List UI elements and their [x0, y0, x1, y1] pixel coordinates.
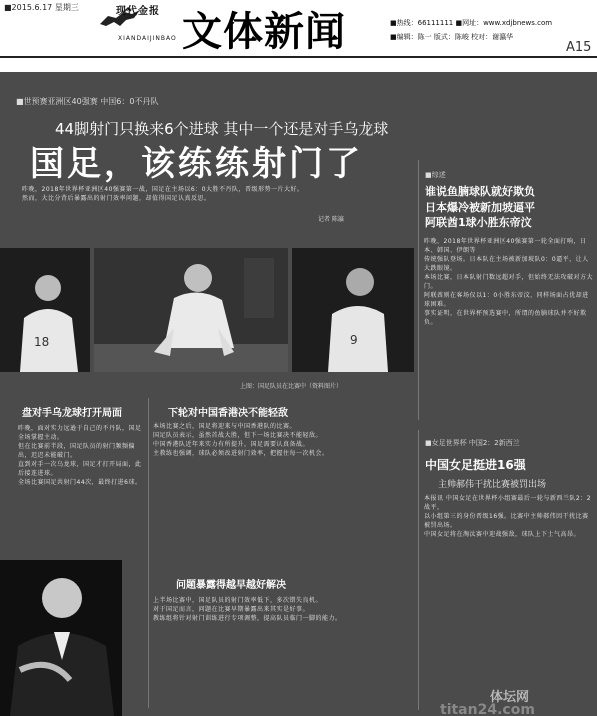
right-story-body — [424, 494, 594, 694]
watermark-text: 体坛网 — [490, 690, 530, 705]
body-line: 昨晚，面对实力远逊于自己的不丹队，国足全场掌握主动。 — [18, 425, 142, 441]
body-line: 中国女足将在淘汰赛中迎战强敌，球队上下士气高昂。 — [424, 531, 581, 538]
photo-caption: 上图：国足队员在比赛中（资料图片） — [240, 383, 343, 390]
player-photo-right — [292, 248, 414, 372]
body-line: 国足队员表示，虽然首战大胜，但下一场比赛决不能轻敌。 — [153, 432, 323, 439]
article-headline: 下轮对中国香港决不能轻敌 — [168, 408, 288, 419]
watermark-url: titan24.com — [440, 702, 535, 716]
body-line: 阿联酋则在客场仅以1：0小胜东帝汶，同样场面占优却进球困难。 — [424, 292, 589, 308]
svg-text:9: 9 — [350, 333, 358, 347]
body-line: 主教练也强调，球队必须改进射门效率，把握住每一次机会。 — [153, 450, 329, 457]
article-headline: 盘对手乌龙球打开局面 — [22, 408, 122, 419]
story-byline: 记者 陈瀛 — [318, 216, 344, 223]
article-body — [18, 424, 142, 580]
body-line: 中国香港队近年来实力有所提升，国足需要认真备战。 — [153, 441, 310, 448]
article-headline: 问题暴露得越早越好解决 — [176, 580, 286, 591]
story-headline: 国足，该练练射门了 — [30, 144, 363, 184]
lead-line: 昨晚，2018年世界杯亚洲区40强赛第一战，国足在主场以6：0大胜不丹队，晋级形势一片大好。 — [22, 186, 304, 193]
column-divider — [418, 430, 419, 710]
body-line: 对于国足而言，问题在比赛早期暴露出来其实是好事。 — [153, 606, 310, 613]
right-story-tag: ■女足世界杯 中国2：2新西兰 — [425, 439, 520, 447]
column-divider — [148, 398, 149, 708]
column-divider — [418, 160, 419, 420]
right-story-headline: 中国女足挺进16强 — [425, 458, 526, 472]
story-kicker: 44脚射门只换来6个进球 其中一个还是对手乌龙球 — [55, 120, 389, 138]
editor-info: ■编辑：陈一 版式：陈峻 校对：谢瀛华 — [390, 33, 514, 41]
section-title: 文体新闻 — [182, 8, 346, 55]
story-tag: ■世预赛亚洲区40强赛 中国6：0不丹队 — [16, 97, 159, 106]
body-line: 昨晚，2018年世界杯亚洲区40强赛第一轮全面打响，日本、韩国、伊朗等 — [424, 238, 587, 254]
page-number: A15 — [566, 40, 592, 55]
coach-photo — [0, 560, 122, 716]
right-story-subhead: 阿联酋1球小胜东帝汶 — [425, 216, 532, 229]
right-story-subhead: 日本爆冷被新加坡逼平 — [425, 201, 535, 214]
right-story-body — [424, 237, 594, 413]
newspaper-brand-pinyin: XIANDAIJINBAO — [118, 35, 177, 42]
body-line: 以小组第三的身份晋级16强。比赛中主帅郝伟因干扰比赛被罚出场。 — [424, 513, 589, 529]
body-line: 但在比赛前半段，国足队员的射门频频偏出，迟迟未能破门。 — [18, 443, 136, 459]
lead-line: 然而，大比分背后暴露出的射门效率问题，却值得国足认真反思。 — [22, 195, 211, 202]
svg-text:18: 18 — [34, 335, 50, 349]
player-photo-left — [0, 248, 90, 372]
newspaper-brand: 现代金报 — [116, 6, 160, 17]
article-body — [153, 596, 415, 708]
body-line: 直到对手一次乌龙球，国足才打开局面，此后接连进球。 — [18, 461, 142, 477]
story-lead — [22, 185, 410, 225]
body-line: 传统强队登场。日本队在主场被新加坡队0：0逼平，让人大跌眼镜。 — [424, 256, 589, 272]
right-story-headline: 谁说鱼腩球队就好欺负 — [425, 185, 535, 198]
right-story-subhead: 主帅郝伟干扰比赛被罚出场 — [438, 480, 547, 490]
player-photo-center — [94, 248, 288, 372]
body-line: 上半场比赛中，国足队员的射门效率低下，多次错失良机。 — [153, 597, 323, 604]
body-line: 教练组将针对射门训练进行专项调整，提高队员临门一脚的能力。 — [153, 615, 342, 622]
issue-date: ■2015.6.17 星期三 — [4, 3, 79, 12]
article-body — [153, 422, 415, 556]
contact-info: ■热线：66111111 ■网址：www.xdjbnews.com — [390, 19, 553, 27]
body-line: 事实证明，在世界杯预选赛中，所谓的鱼腩球队并不好欺负。 — [424, 310, 587, 326]
right-story-tag: ■综述 — [425, 171, 446, 179]
body-line: 本场比赛，日本队射门数远超对手，但始终无法攻破对方大门。 — [424, 274, 594, 290]
body-line: 本场比赛之后，国足将迎来与中国香港队的比赛。 — [153, 423, 297, 430]
body-line: 本报讯 中国女足在世界杯小组赛最后一轮与新西兰队2：2战平， — [424, 495, 592, 511]
body-line: 全场比赛国足共射门44次，最终打进6球。 — [18, 479, 142, 486]
